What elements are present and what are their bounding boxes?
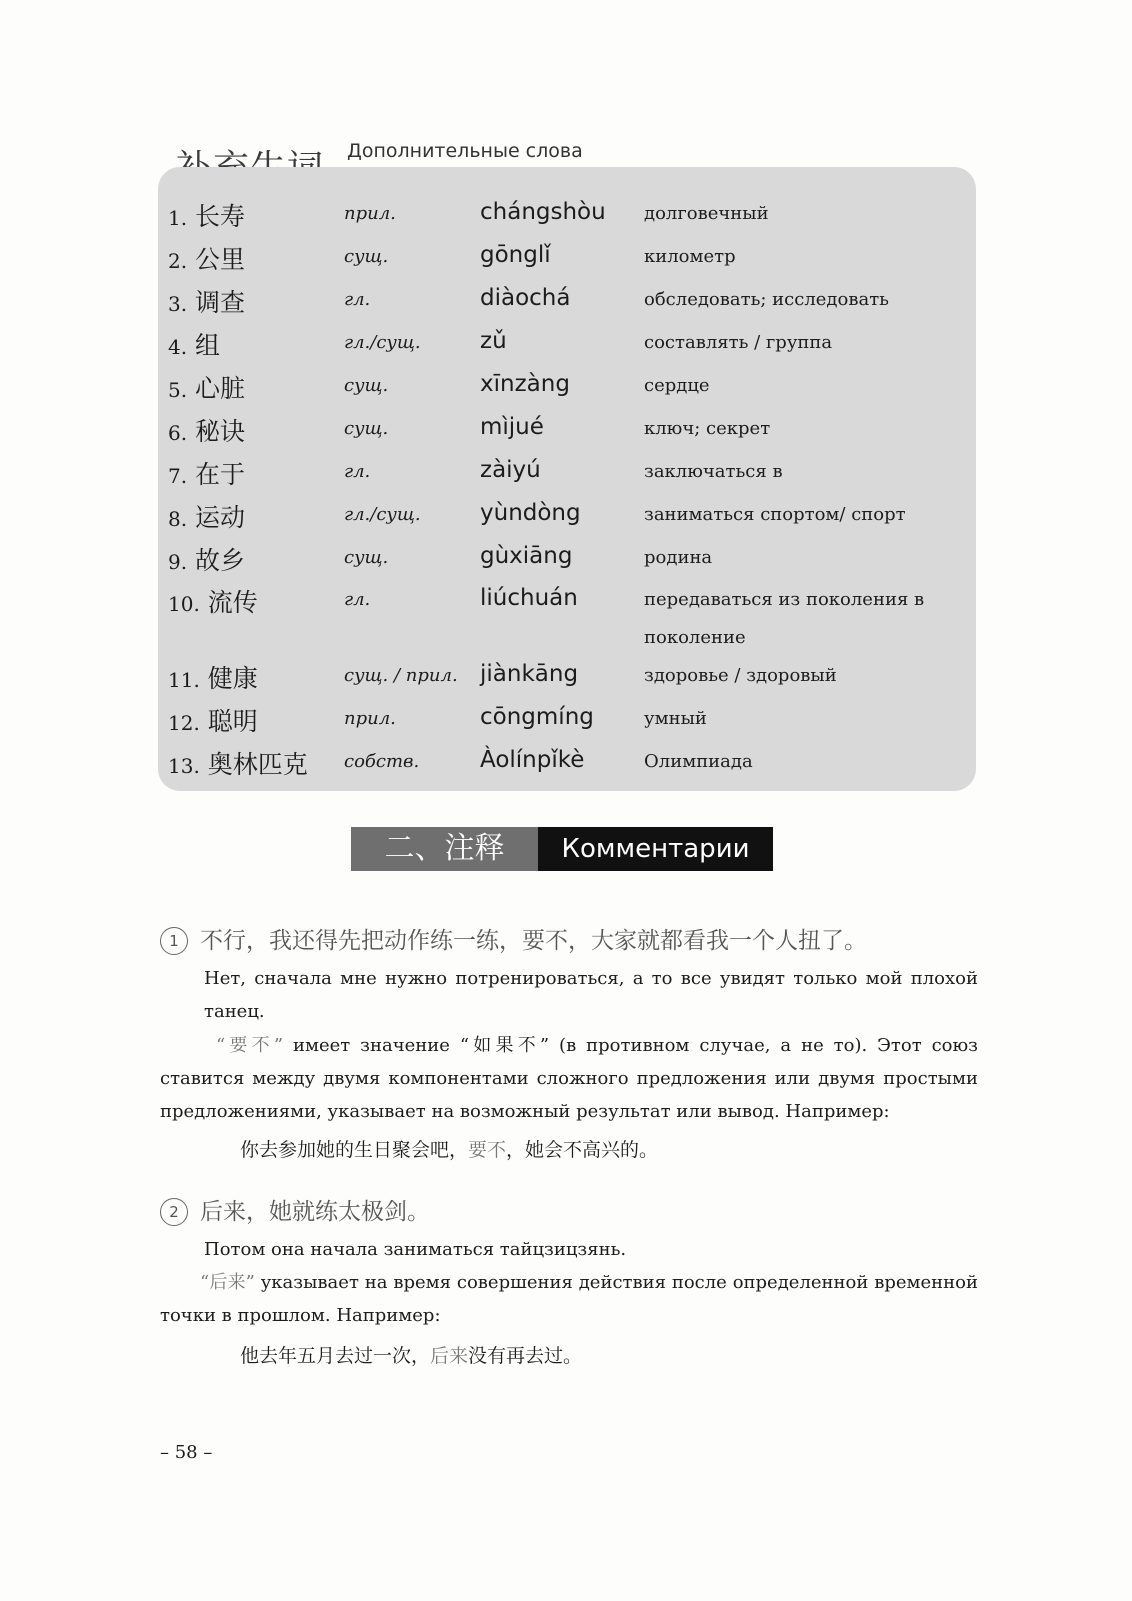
vocab-pinyin: yùndòng: [480, 500, 581, 526]
note-1-example-pre: 你去参加她的生日聚会吧，: [240, 1139, 469, 1161]
vocab-list: [158, 167, 976, 791]
vocab-meaning: умный: [644, 708, 707, 729]
vocab-number: 5.: [168, 378, 188, 402]
vocab-pinyin: jiànkāng: [480, 661, 579, 687]
vocab-row: [158, 412, 976, 452]
vocab-hanzi: 在于: [195, 460, 246, 489]
vocab-pos: сущ.: [344, 418, 389, 439]
vocab-word: [168, 326, 348, 362]
vocab-meaning: заниматься спортом/ спорт: [644, 504, 906, 525]
vocab-hanzi: 故乡: [195, 546, 246, 575]
section-title: [351, 827, 773, 871]
vocab-meaning: километр: [644, 246, 736, 267]
note-1-title: [160, 922, 867, 955]
vocab-number: 11.: [168, 668, 200, 692]
vocab-hanzi: 长寿: [195, 202, 246, 231]
vocab-row: [158, 197, 976, 237]
vocab-meaning: обследовать; исследовать: [644, 289, 889, 310]
vocab-meaning: Олимпиада: [644, 751, 753, 772]
vocab-pos: прил.: [344, 708, 396, 729]
note-1-example-post: ，她会不高兴的。: [506, 1139, 659, 1161]
vocab-title-ru: Дополнительные слова: [347, 140, 583, 162]
note-1-meaning-zh: “如果不”: [459, 1035, 550, 1056]
vocab-pinyin: xīnzàng: [480, 371, 570, 397]
vocab-pinyin: Àolínpǐkè: [480, 747, 585, 773]
vocab-pinyin: zàiyú: [480, 457, 541, 483]
vocab-pos: прил.: [344, 203, 396, 224]
vocab-number: 6.: [168, 421, 188, 445]
vocab-hanzi: 聪明: [207, 707, 258, 736]
vocab-hanzi: 秘诀: [195, 417, 246, 446]
vocab-word: [168, 455, 348, 491]
vocab-row: [158, 583, 976, 648]
vocab-hanzi: 奥林匹克: [207, 750, 308, 779]
note-1-expl-part2: (в противном случае, а не то). Этот союз ставится между двумя компонентами сложного предложения или двумя простыми предложениями, указывает на возможный результат или вывод. Например:: [160, 1035, 979, 1122]
vocab-pos: собств.: [344, 751, 420, 772]
vocab-meaning: передаваться из поколения в поколение: [644, 589, 925, 648]
vocab-number: 8.: [168, 507, 188, 531]
vocab-hanzi: 心脏: [195, 374, 246, 403]
vocab-pinyin: mìjué: [480, 414, 544, 440]
note-2-title: [160, 1193, 430, 1226]
note-1-expl-part1: имеет значение: [283, 1035, 460, 1056]
vocab-row: [158, 240, 976, 280]
vocab-number: 10.: [168, 592, 200, 616]
vocab-pos: сущ.: [344, 246, 389, 267]
vocab-word: [168, 369, 348, 405]
vocab-row: [158, 283, 976, 323]
vocab-pinyin: liúchuán: [480, 585, 578, 611]
vocab-number: 1.: [168, 206, 188, 230]
note-2-expl: указывает на время совершения действия после определенной временной точки в прошлом. Например:: [160, 1272, 979, 1326]
vocab-meaning: заключаться в: [644, 461, 783, 482]
vocab-pos: гл.: [344, 461, 371, 482]
note-1-mark: 1: [160, 927, 188, 955]
vocab-meaning: родина: [644, 547, 713, 568]
vocab-meaning: долговечный: [644, 203, 769, 224]
note-1-example-hl: 要不: [468, 1139, 507, 1161]
vocab-number: 12.: [168, 711, 200, 735]
vocab-word: [168, 659, 348, 695]
vocab-hanzi: 组: [195, 331, 221, 360]
note-1-term: “要不”: [216, 1035, 284, 1056]
note-2-example-hl: 后来: [430, 1345, 469, 1367]
vocab-word: [168, 541, 348, 577]
note-2-term: “后来”: [200, 1272, 255, 1293]
vocab-number: 2.: [168, 249, 188, 273]
vocab-pinyin: chángshòu: [480, 199, 606, 225]
note-1-example: [240, 1135, 658, 1162]
note-1-translation: Нет, сначала мне нужно потренироваться, а то все увидят только мой плохой танец.: [204, 968, 978, 1022]
vocab-pos: сущ.: [344, 375, 389, 396]
vocab-row: [158, 745, 976, 785]
vocab-pos: сущ.: [344, 547, 389, 568]
vocab-pos: гл.: [344, 289, 371, 310]
note-2-mark: 2: [160, 1198, 188, 1226]
note-2-example: [240, 1341, 582, 1368]
vocab-row: [158, 541, 976, 581]
vocab-pinyin: gōnglǐ: [480, 242, 551, 268]
vocab-hanzi: 流传: [207, 588, 258, 617]
vocab-row: [158, 326, 976, 366]
vocab-pos: гл./сущ.: [344, 332, 421, 353]
vocab-meaning: ключ; секрет: [644, 418, 771, 439]
note-2-translation: Потом она начала заниматься тайцзицзянь.: [204, 1239, 627, 1260]
vocab-row: [158, 455, 976, 495]
vocab-pos: гл./сущ.: [344, 504, 421, 525]
vocab-pos: сущ. / прил.: [344, 665, 458, 686]
vocab-word: [168, 240, 348, 276]
vocab-word: [168, 583, 348, 619]
vocab-row: [158, 659, 976, 699]
vocab-meaning: здоровье / здоровый: [644, 665, 837, 686]
vocab-word: [168, 283, 348, 319]
note-2-example-pre: 他去年五月去过一次，: [240, 1345, 431, 1367]
vocab-hanzi: 调查: [195, 288, 246, 317]
vocab-number: 3.: [168, 292, 188, 316]
vocab-pinyin: zǔ: [480, 328, 507, 354]
vocab-number: 13.: [168, 754, 200, 778]
vocab-hanzi: 运动: [195, 503, 246, 532]
note-2-example-post: 没有再去过。: [468, 1345, 583, 1367]
vocab-word: [168, 745, 348, 781]
vocab-pinyin: diàochá: [480, 285, 571, 311]
vocab-hanzi: 公里: [195, 245, 246, 274]
page-number: – 58 –: [160, 1442, 213, 1463]
vocab-row: [158, 369, 976, 409]
vocab-hanzi: 健康: [207, 664, 258, 693]
vocab-word: [168, 498, 348, 534]
note-2-title-text: 后来，她就练太极剑。: [200, 1199, 430, 1225]
vocab-row: [158, 702, 976, 742]
vocab-meaning: сердце: [644, 375, 710, 396]
note-1-title-text: 不行，我还得先把动作练一练，要不，大家就都看我一个人扭了。: [200, 928, 867, 954]
vocab-meaning: составлять / группа: [644, 332, 833, 353]
vocab-word: [168, 412, 348, 448]
vocab-number: 4.: [168, 335, 188, 359]
vocab-word: [168, 197, 348, 233]
vocab-pinyin: cōngmíng: [480, 704, 594, 730]
vocab-pos: гл.: [344, 589, 371, 610]
section-title-zh: 二、注释: [351, 827, 538, 871]
section-title-ru: Комментарии: [538, 827, 773, 871]
vocab-word: [168, 702, 348, 738]
vocab-number: 9.: [168, 550, 188, 574]
note-1-explanation: [160, 1029, 978, 1128]
vocab-pinyin: gùxiāng: [480, 543, 573, 569]
vocab-row: [158, 498, 976, 538]
vocab-number: 7.: [168, 464, 188, 488]
note-2-explanation: [160, 1266, 978, 1332]
